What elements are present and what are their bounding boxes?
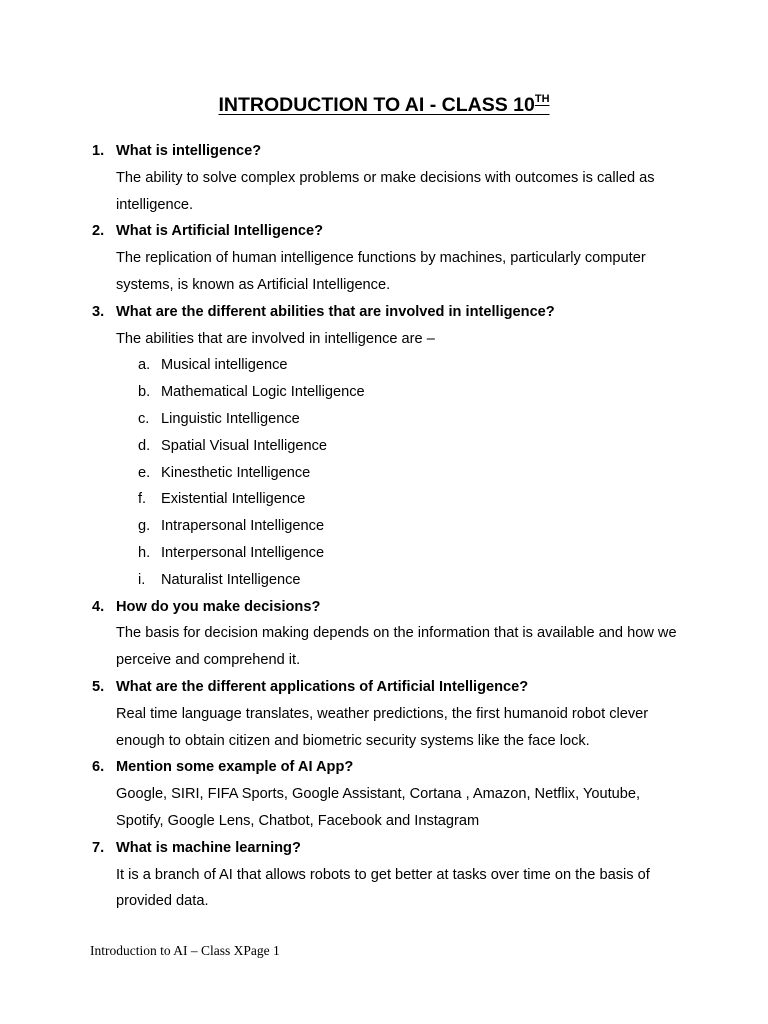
list-item <box>116 433 688 460</box>
answer-text: Real time language translates, weather predictions, the first humanoid robot clever enough to obtain citizen and biometric security systems like the face lock. <box>116 705 649 749</box>
question-text: What are the different applications of Artificial Intelligence? <box>116 678 529 695</box>
answer-text: It is a branch of AI that allows robots to get better at tasks over time on the basis of provided data. <box>116 866 650 910</box>
question-text: Mention some example of AI App? <box>116 759 354 776</box>
answer-text: The basis for decision making depends on the information that is available and how we perceive and comprehend it. <box>116 625 677 669</box>
list-item-text: Interpersonal Intelligence <box>161 544 325 561</box>
list-item-text: Existential Intelligence <box>161 491 306 508</box>
question-list <box>0 138 768 915</box>
list-item-label: c. <box>138 410 150 427</box>
list-item-text: Linguistic Intelligence <box>161 410 300 427</box>
question-number: 3. <box>92 303 105 320</box>
question-text: What is machine learning? <box>116 839 301 856</box>
question-number: 5. <box>92 678 105 695</box>
question-number: 7. <box>92 839 105 856</box>
question-item-3 <box>0 299 768 594</box>
list-item <box>116 513 688 540</box>
list-item-label: a. <box>138 357 151 374</box>
list-item <box>116 460 688 487</box>
title-superscript: TH <box>534 92 550 105</box>
title-text <box>218 94 549 116</box>
list-item-text: Mathematical Logic Intelligence <box>161 384 365 401</box>
question-item-2 <box>0 218 768 298</box>
list-item <box>116 540 688 567</box>
question-item-6 <box>0 754 768 834</box>
list-item <box>116 567 688 594</box>
question-text: What is Artificial Intelligence? <box>116 223 324 240</box>
page-footer: Introduction to AI – Class XPage 1 <box>90 943 280 958</box>
title-main: INTRODUCTION TO AI - CLASS 10 <box>218 94 535 116</box>
question-text: What are the different abilities that are involved in intelligence? <box>116 303 555 320</box>
list-item-label: g. <box>138 518 151 535</box>
list-item-text: Intrapersonal Intelligence <box>161 518 325 535</box>
list-item <box>116 352 688 379</box>
answer-text: Google, SIRI, FIFA Sports, Google Assistant, Cortana , Amazon, Netflix, Youtube, Spotify, Google Lens, Chatbot, Facebook and Instagram <box>116 786 641 829</box>
question-text: What is intelligence? <box>116 143 262 159</box>
question-number: 6. <box>92 759 105 776</box>
list-item-label: d. <box>138 437 151 454</box>
question-number: 4. <box>92 598 105 615</box>
list-item-text: Naturalist Intelligence <box>161 571 301 588</box>
list-item-label: f. <box>138 491 147 508</box>
list-item <box>116 379 688 406</box>
abilities-list <box>116 352 688 593</box>
answer-text: The abilities that are involved in intelligence are – <box>116 330 435 347</box>
question-item-4 <box>0 594 768 674</box>
list-item-label: b. <box>138 384 151 401</box>
list-item-label: h. <box>138 544 151 561</box>
page-title <box>0 92 768 118</box>
question-item-5 <box>0 674 768 754</box>
list-item <box>116 486 688 513</box>
question-number: 2. <box>92 223 105 240</box>
list-item-label: e. <box>138 464 151 481</box>
list-item-text: Spatial Visual Intelligence <box>161 437 328 454</box>
question-item-1 <box>0 138 768 218</box>
question-number: 1. <box>92 143 105 159</box>
list-item-text: Musical intelligence <box>161 357 288 374</box>
question-text: How do you make decisions? <box>116 598 321 615</box>
list-item-text: Kinesthetic Intelligence <box>161 464 311 481</box>
list-item-label: i. <box>138 571 146 588</box>
question-item-7 <box>0 835 768 915</box>
answer-text: The ability to solve complex problems or make decisions with outcomes is called as intelligence. <box>116 169 655 213</box>
answer-text: The replication of human intelligence functions by machines, particularly computer systems, is known as Artificial Intelligence. <box>116 250 646 293</box>
list-item <box>116 406 688 433</box>
